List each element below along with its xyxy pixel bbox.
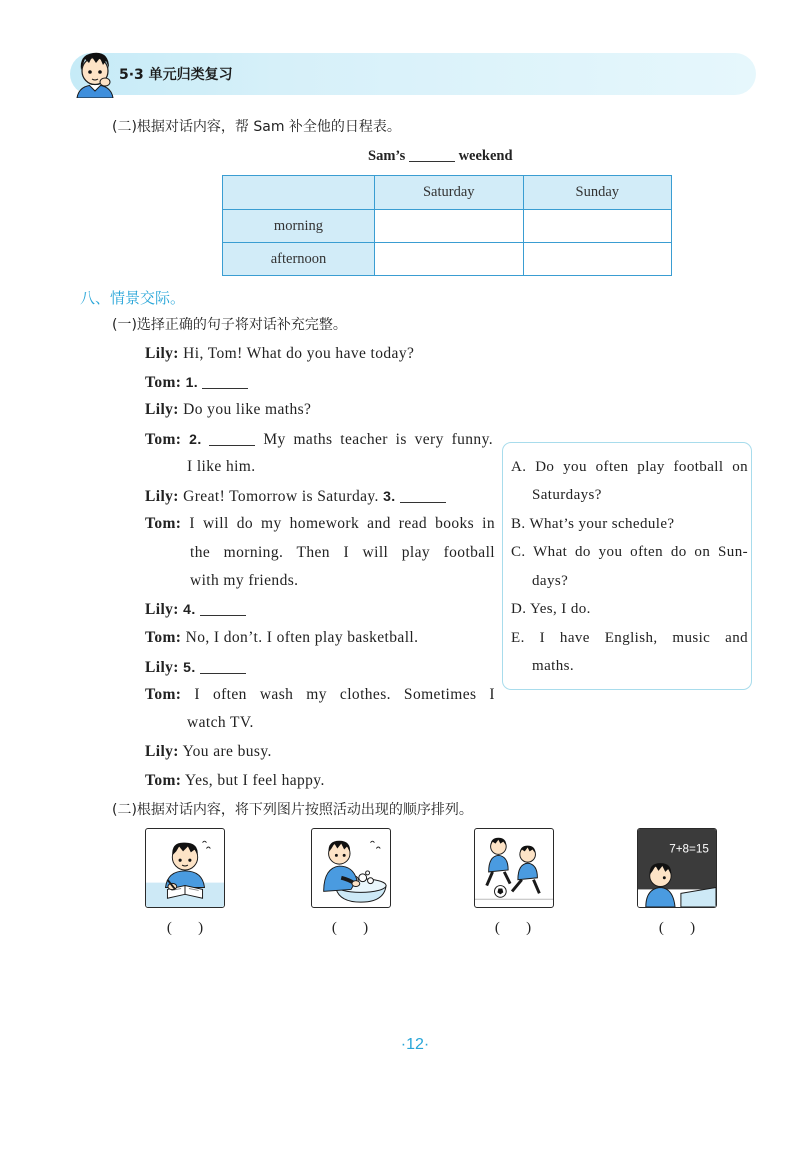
dialogue-line [145,343,414,365]
part2-instruction: (二)根据对话内容，将下列图片按照活动出现的顺序排列。 [112,802,473,818]
options-box [502,442,752,690]
dialogue-line [145,399,311,421]
speaker-name: Lily: [145,488,179,505]
table-title-weekend: weekend [458,148,513,164]
dialogue-text: You are busy. [182,743,272,760]
table-row [223,210,672,243]
question-number: 4. [183,601,196,617]
answer-bracket[interactable]: ( ) [494,920,532,936]
option-text: Yes, I do. [529,601,591,617]
thinking-boy-icon [72,46,118,98]
section-heading: 八、情景交际。 [80,289,186,307]
football [495,886,507,898]
dialogue-line [145,627,418,649]
dialogue-line [145,741,272,763]
dialogue-text: Great! Tomorrow is Saturday. [183,488,379,505]
answer-blank[interactable] [200,658,246,674]
title-blank[interactable] [409,146,455,162]
option-letter: E. [511,630,525,646]
dialogue-text: No, I don’t. I often play basketball. [185,629,419,646]
boy-doing-homework-icon [145,828,225,908]
option-letter: D. [511,601,527,617]
answer-bracket[interactable]: ( ) [331,920,369,936]
dialogue-continuation: watch TV. [187,714,254,731]
option-text: What do you often do on Sun- [533,544,748,560]
dialogue-continuation: the morning. Then I will play football [190,544,495,561]
row-label-morning: morning [223,210,375,243]
table-title [368,146,513,166]
dialogue-line [145,684,495,706]
speaker-name: Tom: [145,515,182,532]
question-number: 5. [183,659,196,675]
answer-blank[interactable] [200,600,246,616]
option-b [511,513,674,535]
answer-bracket[interactable]: ( ) [658,920,696,936]
boy-figure [512,846,539,894]
option-c [511,541,748,563]
table-row [223,243,672,276]
option-e-continuation: maths. [532,658,574,674]
speaker-name: Tom: [145,629,182,646]
screen-text: 7+8=15 [669,842,709,856]
dialogue-text: Hi, Tom! What do you have today? [183,345,415,362]
option-a-continuation: Saturdays? [532,487,602,503]
column-header-sunday: Sunday [523,176,672,210]
dialogue-text: I often wash my clothes. Sometimes I [194,686,495,703]
schedule-instruction: (二)根据对话内容，帮 Sam 补全他的日程表。 [112,119,401,135]
answer-blank[interactable] [209,430,255,446]
option-letter: C. [511,544,526,560]
dialogue-continuation: I like him. [187,458,256,475]
question-number: 2. [189,431,202,447]
boy-figure [487,838,510,886]
dialogue-text: Do you like maths? [183,401,312,418]
speaker-name: Lily: [145,345,179,362]
schedule-table [222,175,672,276]
dialogue-text: My maths teacher is very funny. [263,431,494,448]
screen [638,829,716,889]
option-c-continuation: days? [532,573,569,589]
speaker-name: Tom: [145,772,182,789]
speaker-name: Tom: [145,431,182,448]
speaker-name: Lily: [145,659,179,676]
answer-blank[interactable] [400,487,446,503]
table-header-row [223,176,672,210]
dialogue-line [145,428,493,450]
row-label-afternoon: afternoon [223,243,375,276]
page-header-title: 5·3 单元归类复习 [119,67,233,83]
part1-instruction: (一)选择正确的句子将对话补充完整。 [112,317,347,333]
question-number: 3. [383,488,396,504]
speaker-name: Lily: [145,401,179,418]
option-text: I have English, music and [539,630,748,646]
speaker-name: Tom: [145,374,182,391]
answer-cell[interactable] [523,210,672,243]
dialogue-line [145,371,248,393]
dialogue-line [145,513,495,535]
option-text: What’s your schedule? [529,516,675,532]
speaker-name: Tom: [145,686,182,703]
dialogue-line [145,770,325,792]
option-e [511,627,748,649]
boy-washing-clothes-icon [311,828,391,908]
option-a [511,456,748,478]
question-number: 1. [185,374,199,390]
speaker-name: Lily: [145,743,179,760]
dialogue-line [145,598,246,620]
speaker-name: Lily: [145,601,179,618]
dialogue-line [145,485,446,507]
answer-cell[interactable] [375,210,524,243]
answer-bracket[interactable]: ( ) [166,920,204,936]
page-number: ·12· [400,1036,430,1053]
option-d [511,598,591,620]
option-letter: A. [511,459,527,475]
table-title-name: Sam’s [368,148,406,164]
dialogue-line [145,656,246,678]
option-letter: B. [511,516,526,532]
dialogue-text: I will do my homework and read books in [189,515,495,532]
table-corner-cell [223,176,375,210]
column-header-saturday: Saturday [375,176,524,210]
boy-watching-tv-icon [637,828,717,908]
option-text: Do you often play football on [535,459,748,475]
dialogue-continuation: with my friends. [190,572,299,589]
answer-cell[interactable] [523,243,672,276]
answer-cell[interactable] [375,243,524,276]
boys-playing-football-icon [474,828,554,908]
dialogue-text: Yes, but I feel happy. [185,772,325,789]
answer-blank[interactable] [202,373,248,389]
